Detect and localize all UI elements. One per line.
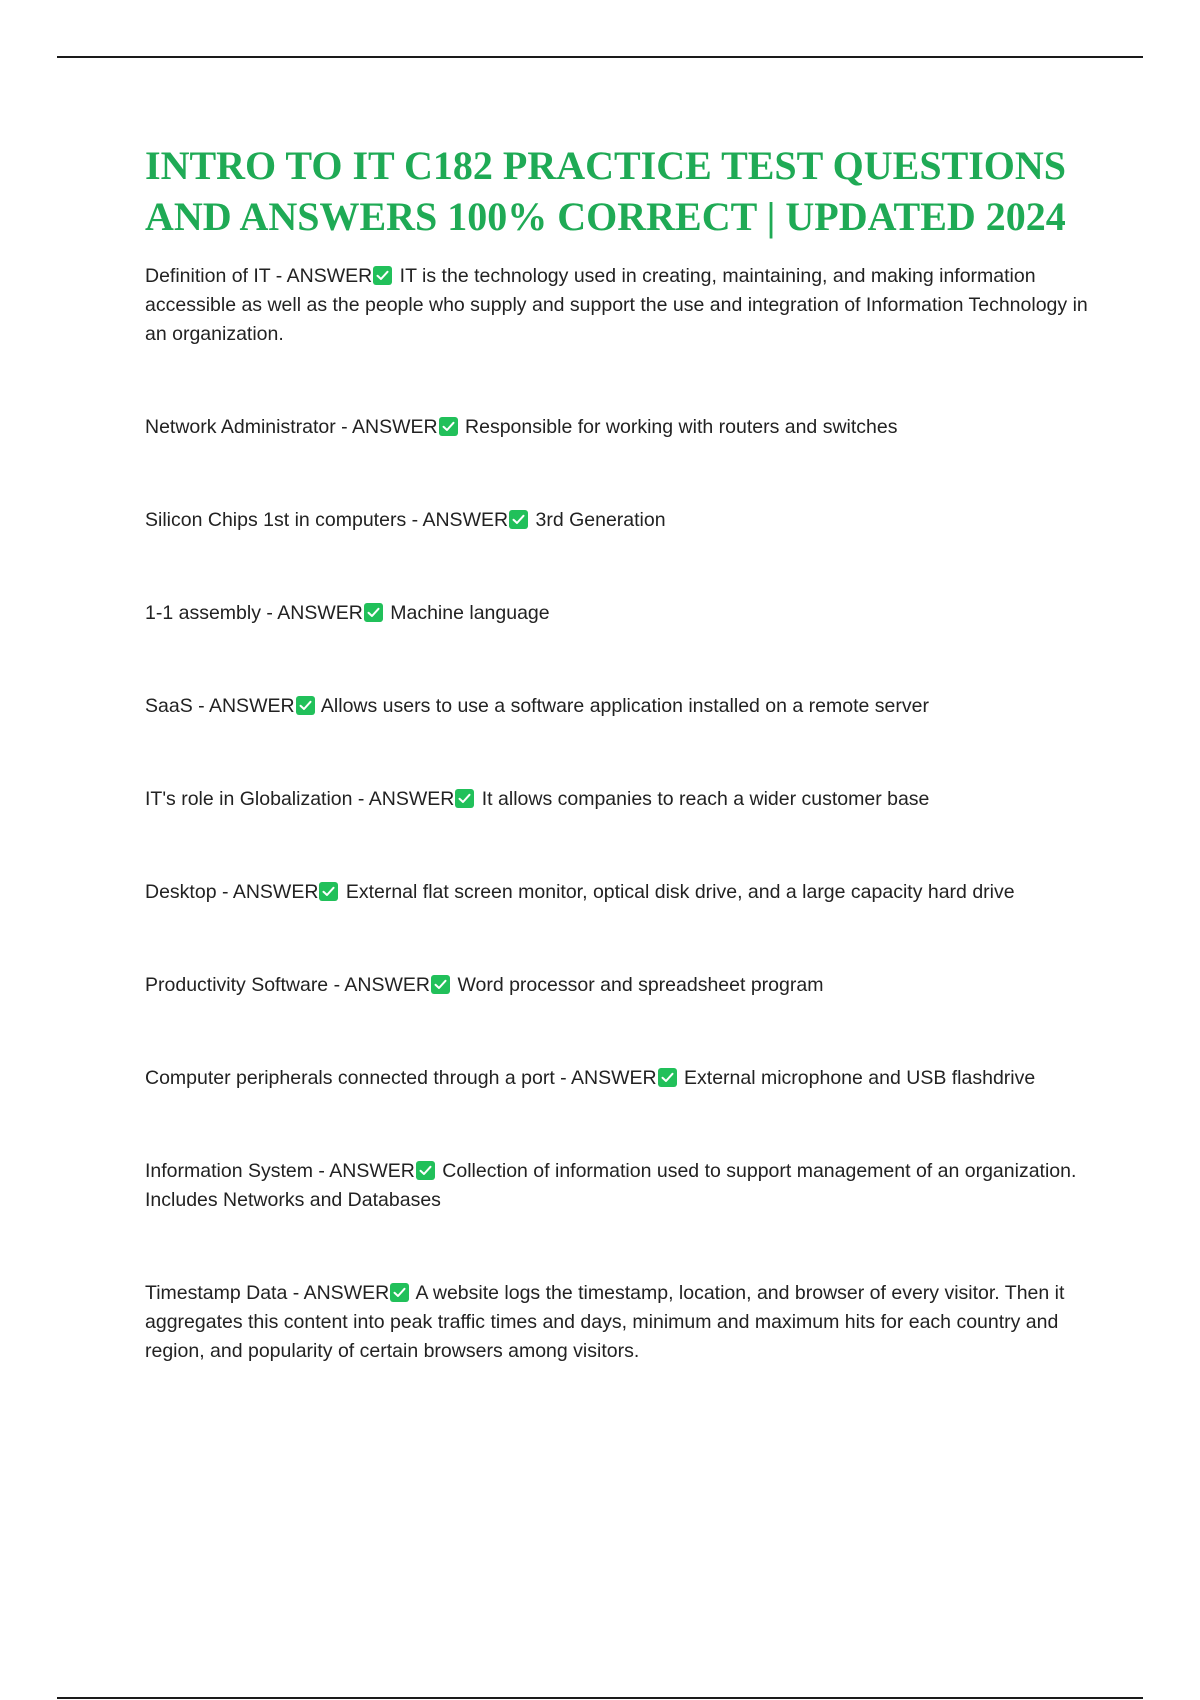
green-checkmark-icon — [364, 603, 383, 622]
answer-marker: ANSWER — [344, 974, 431, 996]
answer-marker: ANSWER — [208, 695, 295, 717]
question-text: 1-1 assembly — [145, 602, 261, 624]
qa-item: SaaS - ANSWER Allows users to use a software application installed on a remote server — [145, 695, 929, 717]
answer-text: Word processor and spreadsheet program — [457, 974, 824, 996]
qa-item: IT's role in Globalization - ANSWER It allows companies to reach a wider customer base — [145, 788, 930, 810]
qa-item: 1-1 assembly - ANSWER Machine language — [145, 602, 550, 624]
qa-item: Timestamp Data - ANSWER A website logs the timestamp, location, and browser of every visitor. Then it aggregates this content into peak traffic times and days, minimum and maximum hits for each country and region, and popularity of certain browsers among visitors. — [145, 1282, 1065, 1362]
green-checkmark-icon — [390, 1283, 409, 1302]
answer-marker: ANSWER — [232, 881, 319, 903]
answer-text: It allows companies to reach a wider customer base — [481, 788, 930, 810]
green-checkmark-icon — [439, 417, 458, 436]
answer-text: Collection of information used to support management of an organization. Includes Networks and Databases — [145, 1160, 1077, 1211]
answer-marker: ANSWER — [571, 1067, 657, 1089]
green-checkmark-icon — [416, 1161, 435, 1180]
qa-item: Computer peripherals connected through a port - ANSWER External microphone and USB flashdrive — [145, 1067, 1036, 1089]
question-text: Information System — [145, 1160, 313, 1182]
question-text: SaaS — [145, 695, 193, 717]
green-checkmark-icon — [455, 789, 474, 808]
answer-text: Machine language — [390, 602, 550, 624]
answer-text: Responsible for working with routers and switches — [465, 416, 898, 438]
green-checkmark-icon — [431, 975, 450, 994]
answer-marker: ANSWER — [303, 1282, 390, 1304]
green-checkmark-icon — [373, 266, 392, 285]
question-text: Desktop — [145, 881, 217, 903]
question-text: Timestamp Data — [145, 1282, 288, 1304]
answer-marker: ANSWER — [286, 265, 373, 287]
answer-marker: ANSWER — [352, 416, 438, 438]
qa-item: Network Administrator - ANSWER Responsible for working with routers and switches — [145, 416, 898, 438]
question-text: Network Administrator — [145, 416, 336, 438]
qa-list — [145, 262, 1090, 1366]
question-text: Silicon Chips 1st in computers — [145, 509, 407, 531]
answer-text: IT is the technology used in creating, maintaining, and making information accessible as well as the people who supply and support the use and integration of Information Technology in an organization. — [145, 265, 1088, 345]
qa-item: Desktop - ANSWER External flat screen monitor, optical disk drive, and a large capacity hard drive — [145, 881, 1015, 903]
answer-marker: ANSWER — [422, 509, 509, 531]
answer-marker: ANSWER — [329, 1160, 415, 1182]
question-text: Computer peripherals connected through a port — [145, 1067, 555, 1089]
qa-item: Definition of IT - ANSWER IT is the technology used in creating, maintaining, and making information accessible as well as the people who supply and support the use and integration of Information Technology in an organization. — [145, 265, 1088, 345]
green-checkmark-icon — [509, 510, 528, 529]
question-text: IT's role in Globalization — [145, 788, 353, 810]
answer-text: External flat screen monitor, optical disk drive, and a large capacity hard drive — [345, 881, 1015, 903]
answer-text: 3rd Generation — [535, 509, 666, 531]
question-text: Productivity Software — [145, 974, 329, 996]
answer-text: A website logs the timestamp, location, and browser of every visitor. Then it aggregates this content into peak traffic times and days, minimum and maximum hits for each country and region, and popularity of certain browsers among visitors. — [145, 1282, 1065, 1362]
document-title: INTRO TO IT C182 PRACTICE TEST QUESTIONS AND ANSWERS 100% CORRECT | UPDATED 2024 — [145, 143, 1067, 239]
qa-item: Information System - ANSWER Collection of information used to support management of an organization. Includes Networks and Databases — [145, 1160, 1077, 1211]
footer-rule — [57, 1697, 1143, 1699]
answer-text: External microphone and USB flashdrive — [684, 1067, 1036, 1089]
qa-item: Silicon Chips 1st in computers - ANSWER 3rd Generation — [145, 509, 666, 531]
green-checkmark-icon — [658, 1068, 677, 1087]
green-checkmark-icon — [319, 882, 338, 901]
header-rule — [57, 56, 1143, 58]
green-checkmark-icon — [296, 696, 315, 715]
answer-marker: ANSWER — [368, 788, 455, 810]
answer-text: Allows users to use a software application installed on a remote server — [320, 695, 929, 717]
answer-marker: ANSWER — [277, 602, 363, 624]
qa-item: Productivity Software - ANSWER Word processor and spreadsheet program — [145, 974, 824, 996]
question-text: Definition of IT — [145, 265, 271, 287]
document-body — [145, 140, 1090, 1366]
